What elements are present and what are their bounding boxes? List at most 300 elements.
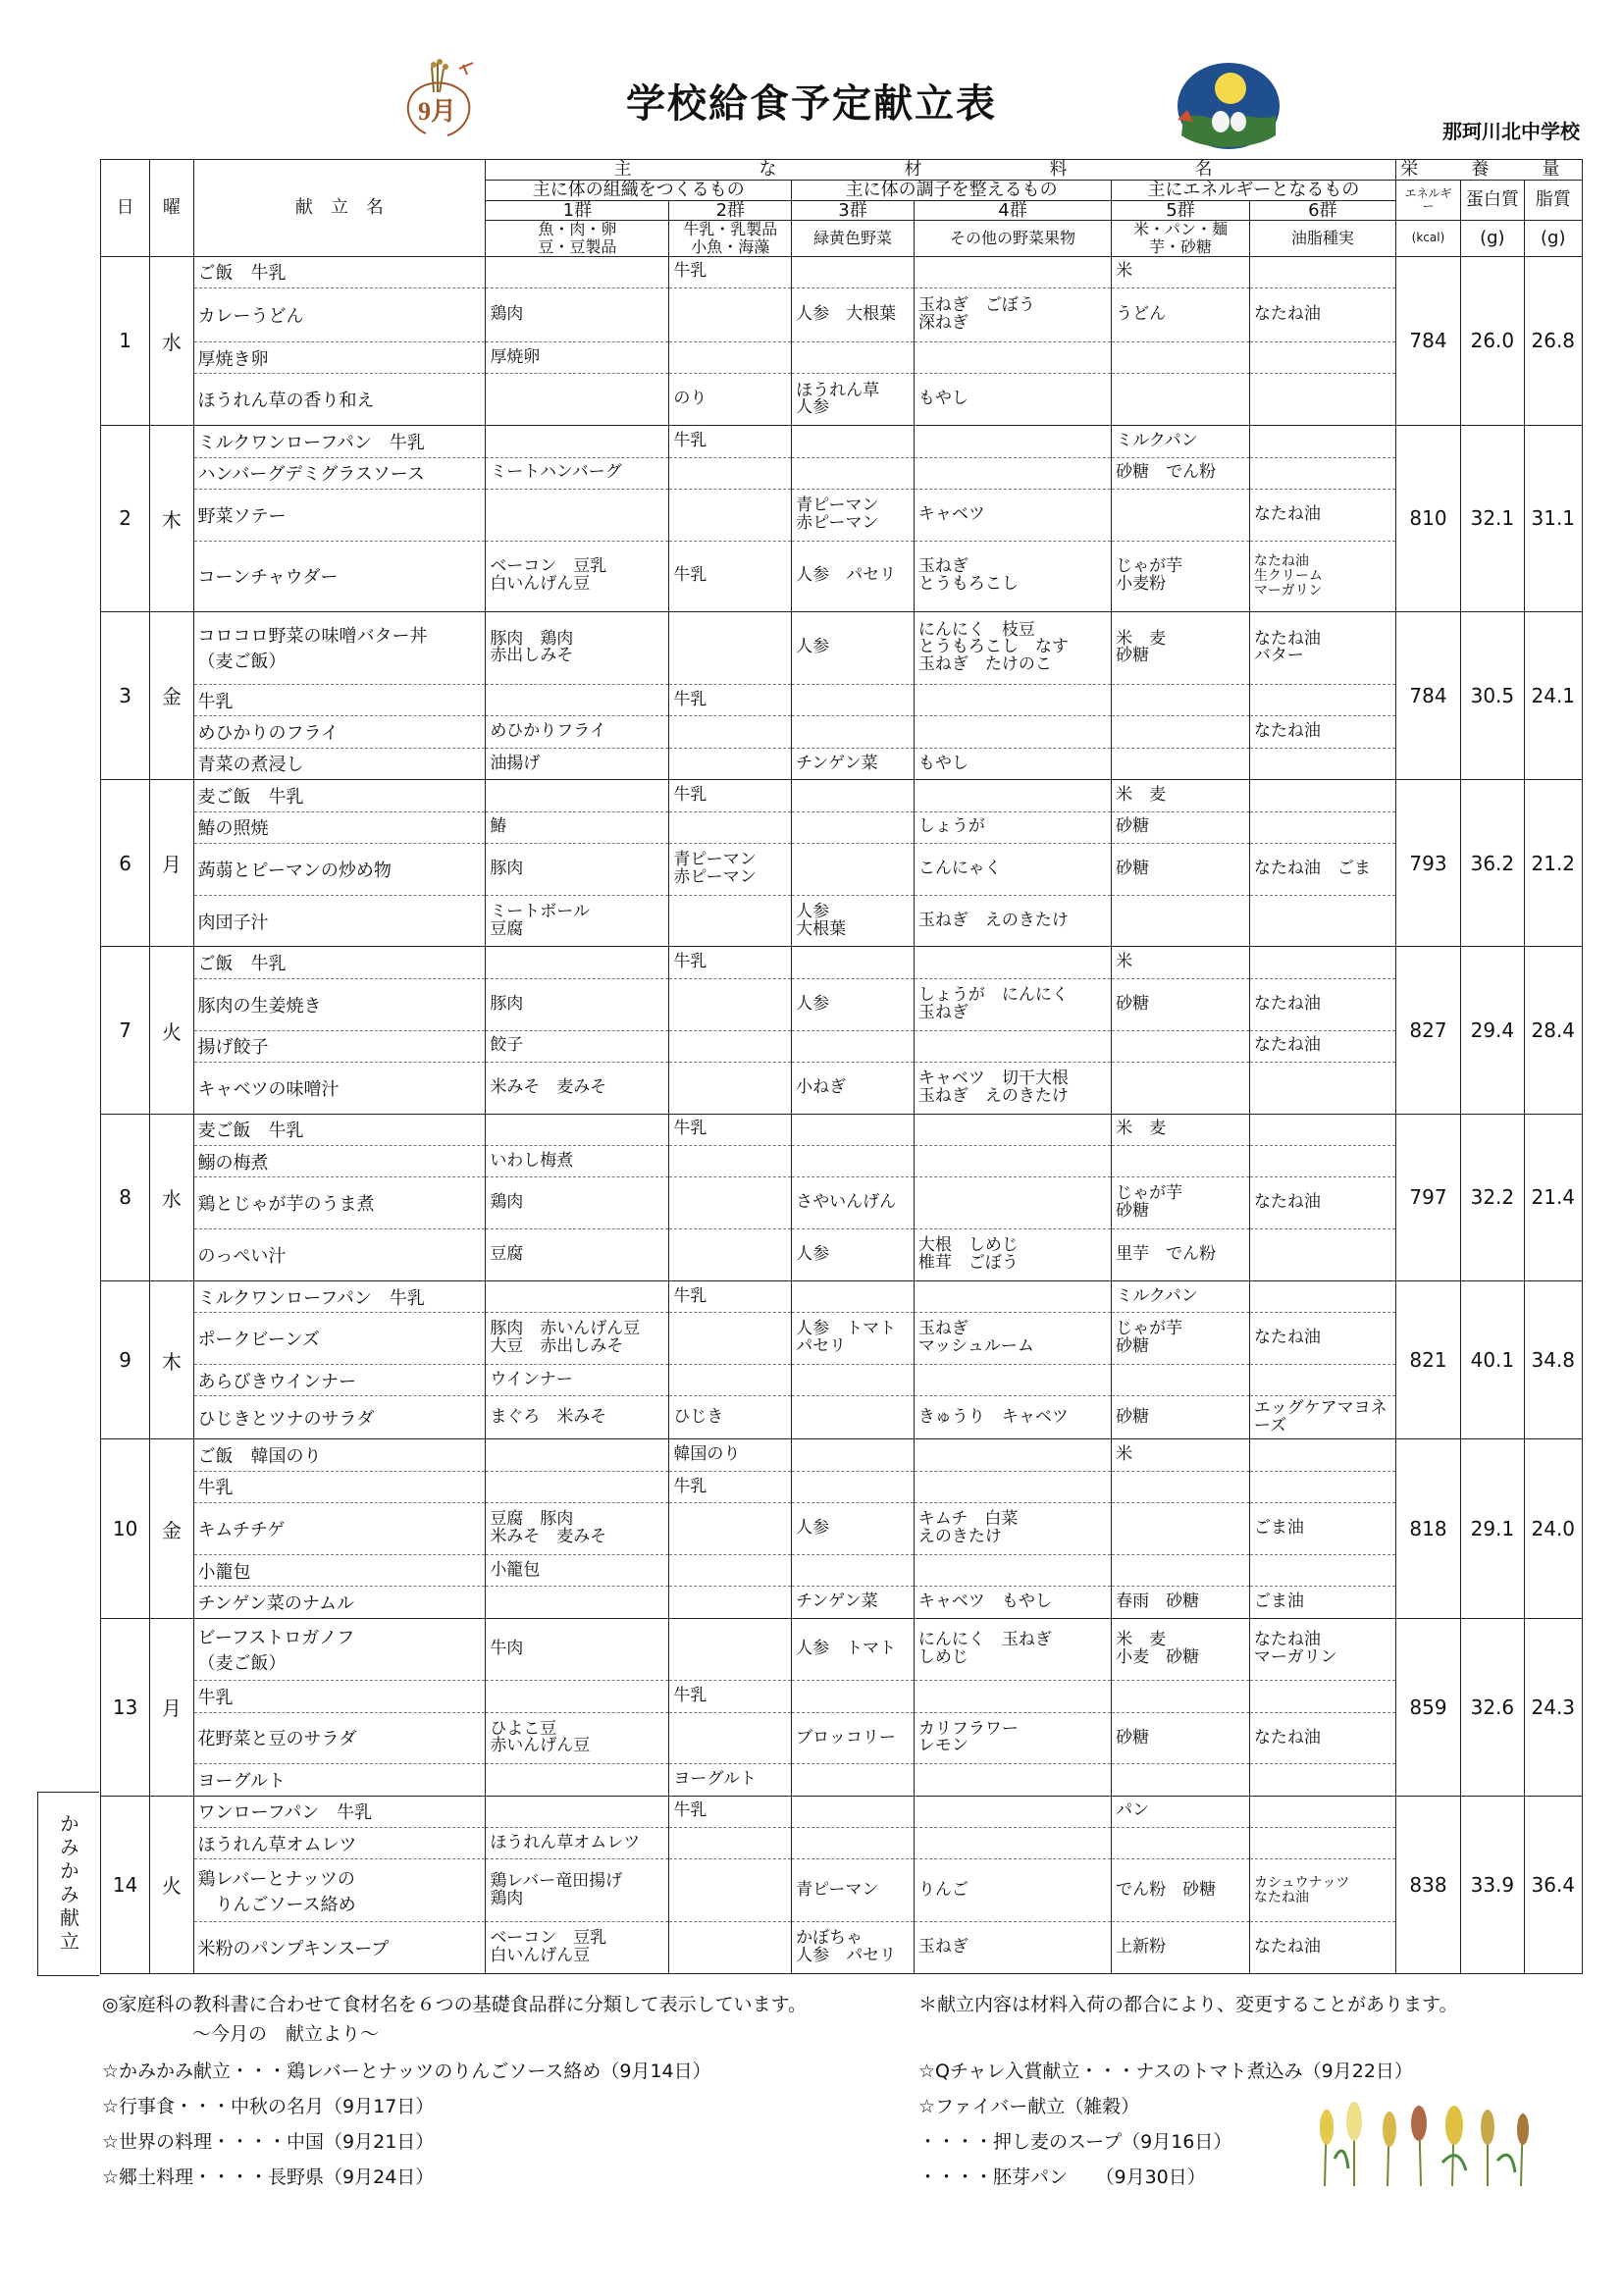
- ingredient-g2: [669, 1030, 792, 1062]
- weekday-cell: 月: [150, 780, 193, 947]
- dish-name: ハンバーグデミグラスソース: [193, 457, 486, 489]
- ingredient-g2: 牛乳: [669, 1796, 792, 1827]
- dish-name: ミルクワンローフパン 牛乳: [193, 426, 486, 457]
- ingredient-g4: [914, 1439, 1111, 1471]
- ingredient-g4: [914, 1796, 1111, 1827]
- ingredient-g3: 人参: [792, 611, 915, 684]
- dish-name: ご飯 牛乳: [193, 947, 486, 978]
- ingredient-g2: 牛乳: [669, 1681, 792, 1712]
- weekday-cell: 金: [150, 611, 193, 779]
- ingredient-g6: ごま油: [1249, 1587, 1395, 1618]
- day-cell: 14: [101, 1796, 150, 1973]
- dish-name: ご飯 牛乳: [193, 256, 486, 287]
- day-cell: 9: [101, 1280, 150, 1438]
- ingredient-g6: [1249, 426, 1395, 457]
- menu-row: [101, 1587, 1583, 1618]
- footer-item: ・・・・押し麦のスープ（9月16日）: [918, 2131, 1232, 2153]
- energy-value: 818: [1395, 1439, 1460, 1618]
- ingredient-g4: [914, 1554, 1111, 1586]
- dish-name: カレーうどん: [193, 287, 486, 341]
- ingredient-g5: 米 麦 小麦 砂糖: [1112, 1618, 1250, 1681]
- ingredient-g1: ベーコン 豆乳 白いんげん豆: [486, 1921, 669, 1973]
- ingredient-g5: 砂糖: [1112, 843, 1250, 895]
- ingredient-g5: 砂糖: [1112, 811, 1250, 843]
- ingredient-g6: [1249, 811, 1395, 843]
- ingredient-g3: [792, 1365, 915, 1396]
- ingredient-g5: [1112, 1764, 1250, 1796]
- footer-item: ☆かみかみ献立・・・鶏レバーとナッツのりんごソース絡め（9月14日）: [102, 2061, 711, 2082]
- ingredient-g3: 青ピーマン: [792, 1859, 915, 1922]
- ingredient-g3: [792, 1796, 915, 1827]
- header-g2: 2群: [669, 200, 792, 221]
- ingredient-g5: [1112, 1030, 1250, 1062]
- ingredient-g4: [914, 1828, 1111, 1859]
- ingredient-g2: 牛乳: [669, 685, 792, 716]
- footer-item: ・・・・胚芽パン （9月30日）: [918, 2166, 1206, 2188]
- ingredient-g5: でん粉 砂糖: [1112, 1859, 1250, 1922]
- ingredient-g1: [486, 1796, 669, 1827]
- menu-row: [101, 287, 1583, 341]
- menu-row: [101, 1439, 1583, 1471]
- ingredient-g1: [486, 256, 669, 287]
- menu-row: [101, 489, 1583, 541]
- ingredient-g6: なたね油: [1249, 1712, 1395, 1764]
- dish-name: ヨーグルト: [193, 1764, 486, 1796]
- ingredient-g2: [669, 1618, 792, 1681]
- menu-row: [101, 811, 1583, 843]
- dish-name: ミルクワンローフパン 牛乳: [193, 1280, 486, 1312]
- ingredient-g2: [669, 1177, 792, 1229]
- header-menu-name: 献 立 名: [193, 160, 486, 257]
- ingredient-g6: [1249, 1146, 1395, 1177]
- header-g4: 4群: [914, 200, 1111, 221]
- ingredient-g4: [914, 457, 1111, 489]
- ingredient-g5: [1112, 716, 1250, 748]
- protein-value: 32.1: [1461, 426, 1524, 611]
- ingredient-g3: ブロッコリー: [792, 1712, 915, 1764]
- energy-value: 859: [1395, 1618, 1460, 1796]
- header-nutrition: 栄 養 量: [1395, 160, 1582, 181]
- ingredient-g6: [1249, 1439, 1395, 1471]
- ingredient-g4: [914, 1681, 1111, 1712]
- ingredient-g3: 青ピーマン 赤ピーマン: [792, 489, 915, 541]
- ingredient-g6: [1249, 1554, 1395, 1586]
- ingredient-g5: [1112, 1471, 1250, 1502]
- ingredient-g5: 里芋 でん粉: [1112, 1229, 1250, 1281]
- ingredient-g5: 砂糖 でん粉: [1112, 457, 1250, 489]
- menu-row: [101, 748, 1583, 779]
- ingredient-g3: [792, 1554, 915, 1586]
- weekday-cell: 水: [150, 1114, 193, 1280]
- ingredient-g6: なたね油 ごま: [1249, 843, 1395, 895]
- ingredient-g2: [669, 1313, 792, 1365]
- ingredient-g1: [486, 1114, 669, 1145]
- ingredient-g4: [914, 342, 1111, 374]
- energy-value: 793: [1395, 780, 1460, 947]
- menu-row: [101, 1554, 1583, 1586]
- ingredient-g4: りんご: [914, 1859, 1111, 1922]
- ingredient-g5: [1112, 685, 1250, 716]
- ingredient-g1: [486, 374, 669, 426]
- fat-value: 24.0: [1524, 1439, 1582, 1618]
- menu-row: [101, 1921, 1583, 1973]
- ingredient-g2: [669, 1146, 792, 1177]
- ingredient-g2: 牛乳: [669, 1471, 792, 1502]
- ingredient-g5: [1112, 342, 1250, 374]
- protein-value: 26.0: [1461, 256, 1524, 426]
- ingredient-g3: [792, 1681, 915, 1712]
- menu-row: [101, 1471, 1583, 1502]
- ingredient-g6: なたね油: [1249, 1921, 1395, 1973]
- dish-name: コーンチャウダー: [193, 541, 486, 611]
- ingredient-g6: [1249, 256, 1395, 287]
- ingredient-g5: [1112, 1062, 1250, 1114]
- fat-value: 24.3: [1524, 1618, 1582, 1796]
- header-protein: 蛋白質: [1461, 180, 1524, 221]
- ingredient-g3: [792, 1280, 915, 1312]
- ingredient-g5: [1112, 1828, 1250, 1859]
- fat-value: 28.4: [1524, 947, 1582, 1114]
- menu-row: [101, 947, 1583, 978]
- header-day: 日: [101, 160, 150, 257]
- ingredient-g3: ほうれん草 人参: [792, 374, 915, 426]
- ingredient-g4: カリフラワー レモン: [914, 1712, 1111, 1764]
- ingredient-g3: チンゲン菜: [792, 1587, 915, 1618]
- ingredient-g1: 豚肉: [486, 843, 669, 895]
- ingredient-g4: [914, 1114, 1111, 1145]
- ingredient-g3: [792, 947, 915, 978]
- ingredient-g4: [914, 256, 1111, 287]
- menu-row: [101, 1796, 1583, 1827]
- dish-name: あらびきウインナー: [193, 1365, 486, 1396]
- ingredient-g4: [914, 947, 1111, 978]
- ingredient-g3: [792, 716, 915, 748]
- day-cell: 10: [101, 1439, 150, 1618]
- ingredient-g1: ひよこ豆 赤いんげん豆: [486, 1712, 669, 1764]
- ingredient-g2: 牛乳: [669, 1280, 792, 1312]
- ingredient-g1: [486, 685, 669, 716]
- ingredient-g4: 玉ねぎ とうもろこし: [914, 541, 1111, 611]
- ingredient-g3: [792, 457, 915, 489]
- dish-name: 小籠包: [193, 1554, 486, 1586]
- ingredient-g4: キャベツ もやし: [914, 1587, 1111, 1618]
- day-cell: 2: [101, 426, 150, 611]
- ingredient-g5: じゃが芋 小麦粉: [1112, 541, 1250, 611]
- ingredient-g2: のり: [669, 374, 792, 426]
- ingredient-g2: 牛乳: [669, 256, 792, 287]
- ingredient-g3: [792, 256, 915, 287]
- ingredient-g1: [486, 426, 669, 457]
- ingredient-g5: [1112, 374, 1250, 426]
- protein-value: 32.2: [1461, 1114, 1524, 1280]
- header-g1: 1群: [486, 200, 669, 221]
- header-main-ingredients: 主 な 材 料 名: [486, 160, 1395, 181]
- ingredient-g2: [669, 457, 792, 489]
- ingredient-g1: 豚肉: [486, 978, 669, 1030]
- ingredient-g2: [669, 716, 792, 748]
- ingredient-g1: 鶏肉: [486, 287, 669, 341]
- ingredient-g5: ミルクパン: [1112, 426, 1250, 457]
- ingredient-g6: なたね油: [1249, 287, 1395, 341]
- ingredient-g1: [486, 489, 669, 541]
- menu-row: [101, 342, 1583, 374]
- menu-row: [101, 1396, 1583, 1439]
- menu-row: [101, 541, 1583, 611]
- ingredient-g2: [669, 1062, 792, 1114]
- ingredient-g4: もやし: [914, 748, 1111, 779]
- day-cell: 3: [101, 611, 150, 779]
- header-energy-unit: (kcal): [1395, 221, 1460, 256]
- weekday-cell: 木: [150, 1280, 193, 1438]
- header-protein-unit: (g): [1461, 221, 1524, 256]
- ingredient-g6: [1249, 1062, 1395, 1114]
- month-badge-text: 9月: [418, 97, 457, 126]
- dish-name: ポークビーンズ: [193, 1313, 486, 1365]
- ingredient-g5: [1112, 1681, 1250, 1712]
- ingredient-g2: [669, 978, 792, 1030]
- ingredient-g1: ミートボール 豆腐: [486, 895, 669, 947]
- energy-value: 827: [1395, 947, 1460, 1114]
- ingredient-g3: [792, 426, 915, 457]
- ingredient-g5: [1112, 1554, 1250, 1586]
- protein-value: 33.9: [1461, 1796, 1524, 1973]
- dish-name: チンゲン菜のナムル: [193, 1587, 486, 1618]
- ingredient-g6: [1249, 685, 1395, 716]
- ingredient-g4: [914, 1146, 1111, 1177]
- weekday-cell: 水: [150, 256, 193, 426]
- menu-row: [101, 1146, 1583, 1177]
- fat-value: 36.4: [1524, 1796, 1582, 1973]
- protein-value: 29.1: [1461, 1439, 1524, 1618]
- menu-row: [101, 426, 1583, 457]
- ingredient-g2: 牛乳: [669, 947, 792, 978]
- page-title: 学校給食予定献立表: [626, 81, 997, 127]
- ingredient-g5: じゃが芋 砂糖: [1112, 1177, 1250, 1229]
- protein-value: 30.5: [1461, 611, 1524, 779]
- fat-value: 21.4: [1524, 1114, 1582, 1280]
- dish-name: ほうれん草オムレツ: [193, 1828, 486, 1859]
- ingredient-g5: 砂糖: [1112, 978, 1250, 1030]
- menu-row: [101, 1828, 1583, 1859]
- day-cell: 7: [101, 947, 150, 1114]
- ingredient-g2: 牛乳: [669, 780, 792, 811]
- menu-row: [101, 685, 1583, 716]
- dish-name: 青菜の煮浸し: [193, 748, 486, 779]
- ingredient-g1: [486, 1764, 669, 1796]
- ingredient-g6: [1249, 1796, 1395, 1827]
- ingredient-g4: キムチ 白菜 えのきたけ: [914, 1503, 1111, 1555]
- header-g6: 6群: [1249, 200, 1395, 221]
- ingredient-g5: 米: [1112, 947, 1250, 978]
- menu-row: [101, 1030, 1583, 1062]
- grain-crops-illustration: [1305, 2090, 1550, 2188]
- ingredient-g6: なたね油: [1249, 489, 1395, 541]
- ingredient-g1: 豆腐: [486, 1229, 669, 1281]
- ingredient-g5: 春雨 砂糖: [1112, 1587, 1250, 1618]
- dish-name: めひかりのフライ: [193, 716, 486, 748]
- weekday-cell: 火: [150, 1796, 193, 1973]
- ingredient-g3: 人参: [792, 1503, 915, 1555]
- menu-row: [101, 1618, 1583, 1681]
- ingredient-g6: なたね油: [1249, 978, 1395, 1030]
- ingredient-g2: [669, 1503, 792, 1555]
- ingredient-g3: [792, 1471, 915, 1502]
- day-cell: 6: [101, 780, 150, 947]
- dish-name: 牛乳: [193, 685, 486, 716]
- fat-value: 34.8: [1524, 1280, 1582, 1438]
- ingredient-g6: [1249, 1365, 1395, 1396]
- ingredient-g5: 米 麦 砂糖: [1112, 611, 1250, 684]
- footer-item: ☆行事食・・・中秋の名月（9月17日）: [102, 2096, 435, 2117]
- kamikami-menu-label: かみかみ献立: [37, 1792, 99, 1976]
- dish-name: ほうれん草の香り和え: [193, 374, 486, 426]
- ingredient-g1: 牛肉: [486, 1618, 669, 1681]
- ingredient-g1: [486, 1471, 669, 1502]
- ingredient-g1: 厚焼卵: [486, 342, 669, 374]
- ingredient-g6: なたね油: [1249, 716, 1395, 748]
- menu-row: [101, 1229, 1583, 1281]
- day-cell: 1: [101, 256, 150, 426]
- ingredient-g6: [1249, 1114, 1395, 1145]
- ingredient-g1: ベーコン 豆乳 白いんげん豆: [486, 541, 669, 611]
- protein-value: 36.2: [1461, 780, 1524, 947]
- ingredient-g1: [486, 947, 669, 978]
- ingredient-g2: [669, 611, 792, 684]
- ingredient-g5: [1112, 895, 1250, 947]
- ingredient-g3: 人参 大根葉: [792, 287, 915, 341]
- ingredient-g2: [669, 1365, 792, 1396]
- ingredient-g1: 豚肉 鶏肉 赤出しみそ: [486, 611, 669, 684]
- ingredient-g4: 玉ねぎ ごぼう 深ねぎ: [914, 287, 1111, 341]
- weekday-cell: 月: [150, 1618, 193, 1796]
- ingredient-g2: [669, 748, 792, 779]
- month-badge-illustration: [389, 57, 489, 145]
- ingredient-g2: 青ピーマン 赤ピーマン: [669, 843, 792, 895]
- ingredient-g3: 小ねぎ: [792, 1062, 915, 1114]
- ingredient-g2: ひじき: [669, 1396, 792, 1439]
- protein-value: 32.6: [1461, 1618, 1524, 1796]
- ingredient-g4: [914, 1471, 1111, 1502]
- header-g5: 5群: [1112, 200, 1250, 221]
- ingredient-g3: さやいんげん: [792, 1177, 915, 1229]
- ingredient-g6: なたね油 バター: [1249, 611, 1395, 684]
- ingredient-g2: [669, 342, 792, 374]
- ingredient-g5: [1112, 1365, 1250, 1396]
- ingredient-g5: [1112, 1503, 1250, 1555]
- menu-row: [101, 1313, 1583, 1365]
- ingredient-g2: [669, 489, 792, 541]
- header-g1-desc: 魚・肉・卵 豆・豆製品: [486, 221, 669, 256]
- ingredient-g4: [914, 1280, 1111, 1312]
- protein-value: 40.1: [1461, 1280, 1524, 1438]
- ingredient-g6: なたね油 生クリーム マーガリン: [1249, 541, 1395, 611]
- ingredient-g4: 大根 しめじ 椎茸 ごぼう: [914, 1229, 1111, 1281]
- menu-row: [101, 1681, 1583, 1712]
- ingredient-g3: 人参 トマト: [792, 1618, 915, 1681]
- ingredient-g3: [792, 1396, 915, 1439]
- ingredient-g2: 牛乳: [669, 1114, 792, 1145]
- ingredient-g4: キャベツ: [914, 489, 1111, 541]
- dish-name: 蒟蒻とピーマンの炒め物: [193, 843, 486, 895]
- ingredient-g5: 米 麦: [1112, 780, 1250, 811]
- ingredient-g5: じゃが芋 砂糖: [1112, 1313, 1250, 1365]
- ingredient-g4: [914, 1030, 1111, 1062]
- menu-row: [101, 256, 1583, 287]
- menu-row: [101, 716, 1583, 748]
- menu-row: [101, 1503, 1583, 1555]
- ingredient-g1: [486, 1439, 669, 1471]
- ingredient-g3: [792, 1439, 915, 1471]
- ingredient-g4: きゅうり キャベツ: [914, 1396, 1111, 1439]
- energy-value: 821: [1395, 1280, 1460, 1438]
- header-fat: 脂質: [1524, 180, 1582, 221]
- ingredient-g4: 玉ねぎ: [914, 1921, 1111, 1973]
- ingredient-g1: いわし梅煮: [486, 1146, 669, 1177]
- ingredient-g3: [792, 811, 915, 843]
- energy-value: 838: [1395, 1796, 1460, 1973]
- dish-name: 米粉のパンプキンスープ: [193, 1921, 486, 1973]
- ingredient-g6: なたね油: [1249, 1313, 1395, 1365]
- ingredient-g1: まぐろ 米みそ: [486, 1396, 669, 1439]
- dish-name: ワンローフパン 牛乳: [193, 1796, 486, 1827]
- ingredient-g2: [669, 287, 792, 341]
- ingredient-g3: [792, 1764, 915, 1796]
- ingredient-g6: [1249, 342, 1395, 374]
- footer-item: ☆ファイバー献立（雑穀）: [918, 2096, 1140, 2117]
- ingredient-g6: なたね油: [1249, 1030, 1395, 1062]
- ingredient-g1: ほうれん草オムレツ: [486, 1828, 669, 1859]
- moon-rabbit-illustration: [1174, 57, 1283, 151]
- menu-row: [101, 1365, 1583, 1396]
- ingredient-g2: [669, 895, 792, 947]
- ingredient-g1: [486, 780, 669, 811]
- ingredient-g5: 米: [1112, 1439, 1250, 1471]
- energy-value: 810: [1395, 426, 1460, 611]
- ingredient-g5: うどん: [1112, 287, 1250, 341]
- ingredient-g4: こんにゃく: [914, 843, 1111, 895]
- ingredient-g1: 鶏肉: [486, 1177, 669, 1229]
- dish-name: 鰯の梅煮: [193, 1146, 486, 1177]
- footer-heading: ～今月の 献立より～: [192, 2023, 380, 2045]
- ingredient-g2: 牛乳: [669, 426, 792, 457]
- ingredient-g4: [914, 1177, 1111, 1229]
- ingredient-g4: [914, 780, 1111, 811]
- ingredient-g3: 人参 トマト パセリ: [792, 1313, 915, 1365]
- fat-value: 26.8: [1524, 256, 1582, 426]
- ingredient-g1: [486, 1587, 669, 1618]
- ingredient-g5: [1112, 748, 1250, 779]
- menu-row: [101, 1764, 1583, 1796]
- menu-row: [101, 1114, 1583, 1145]
- ingredient-g4: しょうが: [914, 811, 1111, 843]
- ingredient-g3: [792, 1146, 915, 1177]
- footer-item: ☆郷土料理・・・・長野県（9月24日）: [102, 2166, 435, 2188]
- ingredient-g3: [792, 843, 915, 895]
- ingredient-g4: キャベツ 切干大根 玉ねぎ えのきたけ: [914, 1062, 1111, 1114]
- dish-name: 花野菜と豆のサラダ: [193, 1712, 486, 1764]
- fat-value: 21.2: [1524, 780, 1582, 947]
- ingredient-g1: 鶏レバー竜田揚げ 鶏肉: [486, 1859, 669, 1922]
- footer-item: ☆世界の料理・・・・中国（9月21日）: [102, 2131, 435, 2153]
- menu-row: [101, 978, 1583, 1030]
- ingredient-g2: [669, 1828, 792, 1859]
- ingredient-g4: しょうが にんにく 玉ねぎ: [914, 978, 1111, 1030]
- ingredient-g3: 人参: [792, 978, 915, 1030]
- menu-row: [101, 1177, 1583, 1229]
- ingredient-g5: [1112, 1146, 1250, 1177]
- ingredient-g2: [669, 1859, 792, 1922]
- dish-name: 揚げ餃子: [193, 1030, 486, 1062]
